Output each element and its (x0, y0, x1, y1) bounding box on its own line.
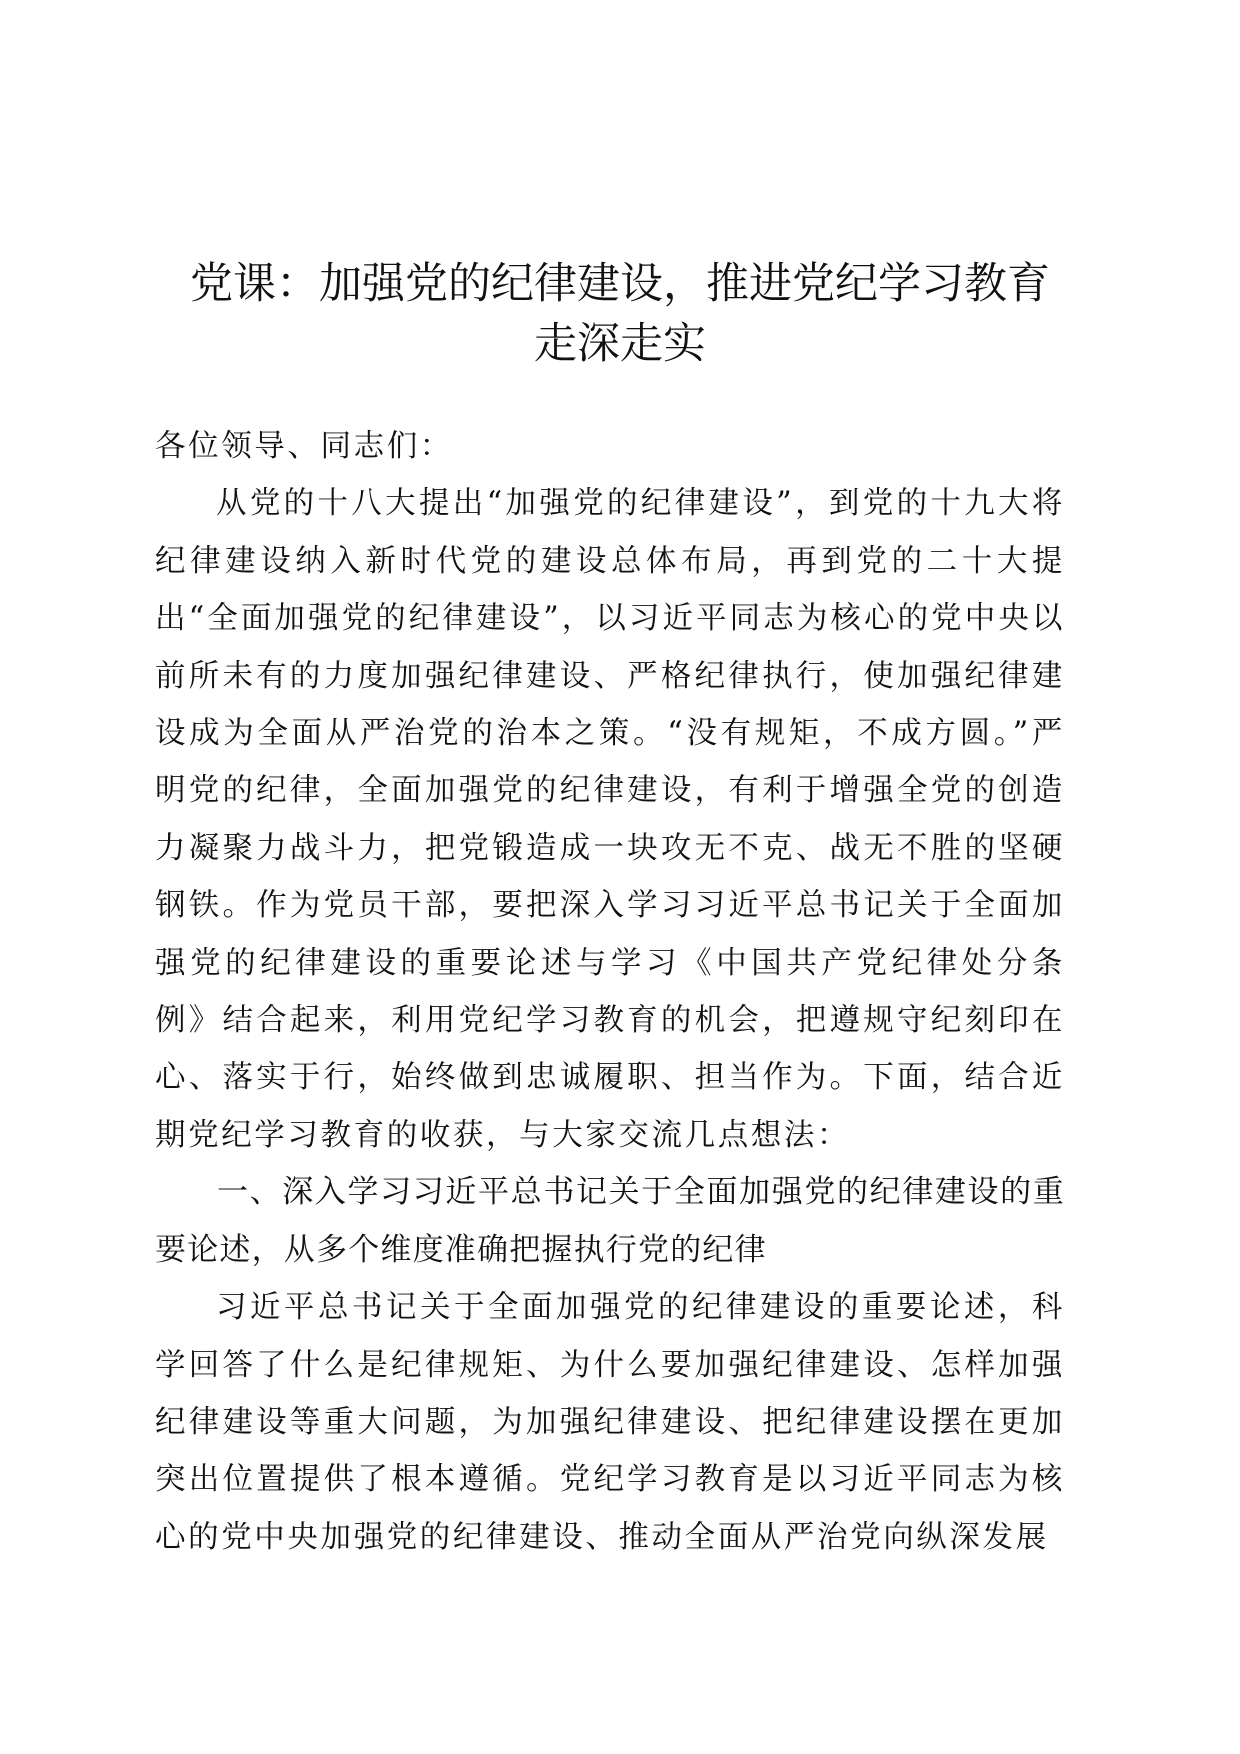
salutation: 各位领导、同志们： (155, 429, 453, 464)
paragraph-section-1: 习近平总书记关于全面加强党的纪律建设的重要论述，科学回答了什么是纪律规矩、为什么要加强纪律建设、怎样加强纪律建设等重大问题，为加强纪律建设、把纪律建设摆在更加突出位置提供了根本遵循。党纪学习教育是以习近平同志为核心的党中央加强党的纪律建设、推动全面从严治党向纵深发展 (155, 1290, 1065, 1555)
paragraph-intro: 从党的十八大提出“加强党的纪律建设”，到党的十九大将纪律建设纳入新时代党的建设总体布局，再到党的二十大提出“全面加强党的纪律建设”，以习近平同志为核心的党中央以前所未有的力度加强纪律建设、严格纪律执行，使加强纪律建设成为全面从严治党的治本之策。“没有规矩，不成方圆。”严明党的纪律，全面加强党的纪律建设，有利于增强全党的创造力凝聚力战斗力，把党锻造成一块攻无不克、战无不胜的坚硬钢铁。作为党员干部，要把深入学习习近平总书记关于全面加强党的纪律建设的重要论述与学习《中国共产党纪律处分条例》结合起来，利用党纪学习教育的机会，把遵规守纪刻印在心、落实于行，始终做到忠诚履职、担当作为。下面，结合近期党纪学习教育的收获，与大家交流几点想法： (155, 486, 1065, 1153)
document-title (150, 254, 1090, 374)
title-line-1: 党课：加强党的纪律建设，推进党纪学习教育 (190, 259, 1050, 309)
title-line-2: 走深走实 (534, 319, 706, 369)
document-body (155, 418, 1065, 1566)
section-heading-1: 一、深入学习习近平总书记关于全面加强党的纪律建设的重要论述，从多个维度准确把握执行党的纪律 (155, 1174, 1065, 1268)
